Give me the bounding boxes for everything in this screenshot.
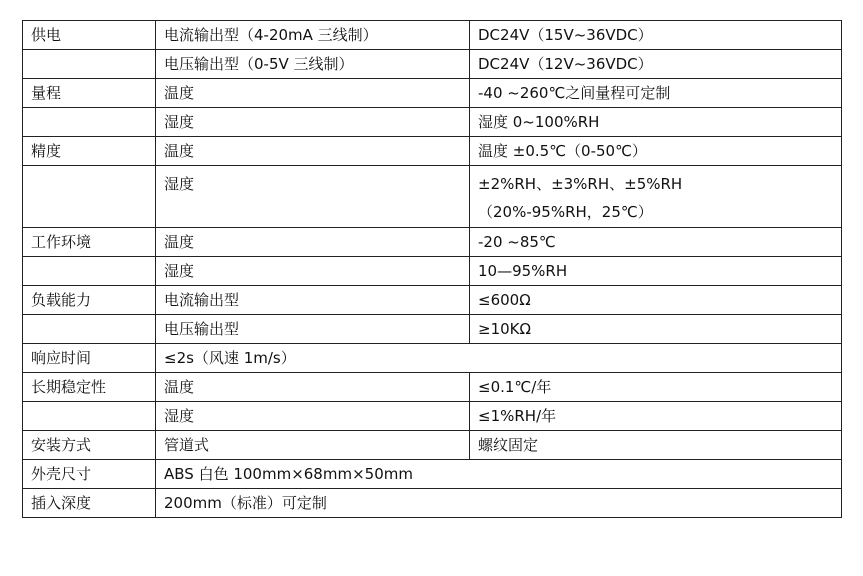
row-label: 插入深度 (23, 489, 156, 518)
row-value: ≤600Ω (470, 286, 842, 315)
row-label: 精度 (23, 137, 156, 166)
row-value-line: （20%-95%RH，25℃） (478, 203, 653, 221)
row-value-line: ±2%RH、±3%RH、±5%RH (478, 175, 683, 193)
row-label: 供电 (23, 21, 156, 50)
row-value: -20 ~85℃ (470, 228, 842, 257)
row-value: ≤0.1℃/年 (470, 373, 842, 402)
row-label (23, 166, 156, 228)
row-label (23, 315, 156, 344)
row-value: 螺纹固定 (470, 431, 842, 460)
row-item: 温度 (156, 228, 470, 257)
table-row (23, 50, 842, 79)
table-row (23, 344, 842, 373)
row-item: 湿度 (156, 108, 470, 137)
table-row (23, 460, 842, 489)
row-label (23, 108, 156, 137)
row-label: 工作环境 (23, 228, 156, 257)
table-row (23, 489, 842, 518)
table-row (23, 79, 842, 108)
table-row (23, 373, 842, 402)
row-value: DC24V（12V~36VDC） (470, 50, 842, 79)
table-row (23, 21, 842, 50)
row-value: DC24V（15V~36VDC） (470, 21, 842, 50)
table-row (23, 315, 842, 344)
row-item: 温度 (156, 373, 470, 402)
row-label: 量程 (23, 79, 156, 108)
row-item: 湿度 (156, 166, 470, 228)
row-value: ABS 白色 100mm×68mm×50mm (156, 460, 842, 489)
row-value: 200mm（标准）可定制 (156, 489, 842, 518)
table-row (23, 257, 842, 286)
row-value: 湿度 0~100%RH (470, 108, 842, 137)
row-item: 管道式 (156, 431, 470, 460)
row-item: 温度 (156, 137, 470, 166)
row-value (470, 166, 842, 228)
row-value: ≤1%RH/年 (470, 402, 842, 431)
row-label: 外壳尺寸 (23, 460, 156, 489)
row-item: 电流输出型 (156, 286, 470, 315)
row-label (23, 50, 156, 79)
table-row (23, 166, 842, 228)
row-label: 安装方式 (23, 431, 156, 460)
row-item: 温度 (156, 79, 470, 108)
row-value: ≤2s（风速 1m/s） (156, 344, 842, 373)
table-row (23, 108, 842, 137)
row-label: 负载能力 (23, 286, 156, 315)
row-item: 电压输出型 (156, 315, 470, 344)
row-item: 电压输出型（0-5V 三线制） (156, 50, 470, 79)
row-label (23, 402, 156, 431)
row-value: 温度 ±0.5℃（0-50℃） (470, 137, 842, 166)
row-item: 电流输出型（4-20mA 三线制） (156, 21, 470, 50)
table-row (23, 286, 842, 315)
table-row (23, 137, 842, 166)
row-label: 响应时间 (23, 344, 156, 373)
spec-sheet (22, 20, 842, 518)
spec-table (22, 20, 842, 518)
row-value: ≥10KΩ (470, 315, 842, 344)
table-row (23, 402, 842, 431)
row-value: 10—95%RH (470, 257, 842, 286)
row-label (23, 257, 156, 286)
table-row (23, 431, 842, 460)
row-value: -40 ~260℃之间量程可定制 (470, 79, 842, 108)
row-label: 长期稳定性 (23, 373, 156, 402)
table-row (23, 228, 842, 257)
row-item: 湿度 (156, 402, 470, 431)
row-item: 湿度 (156, 257, 470, 286)
